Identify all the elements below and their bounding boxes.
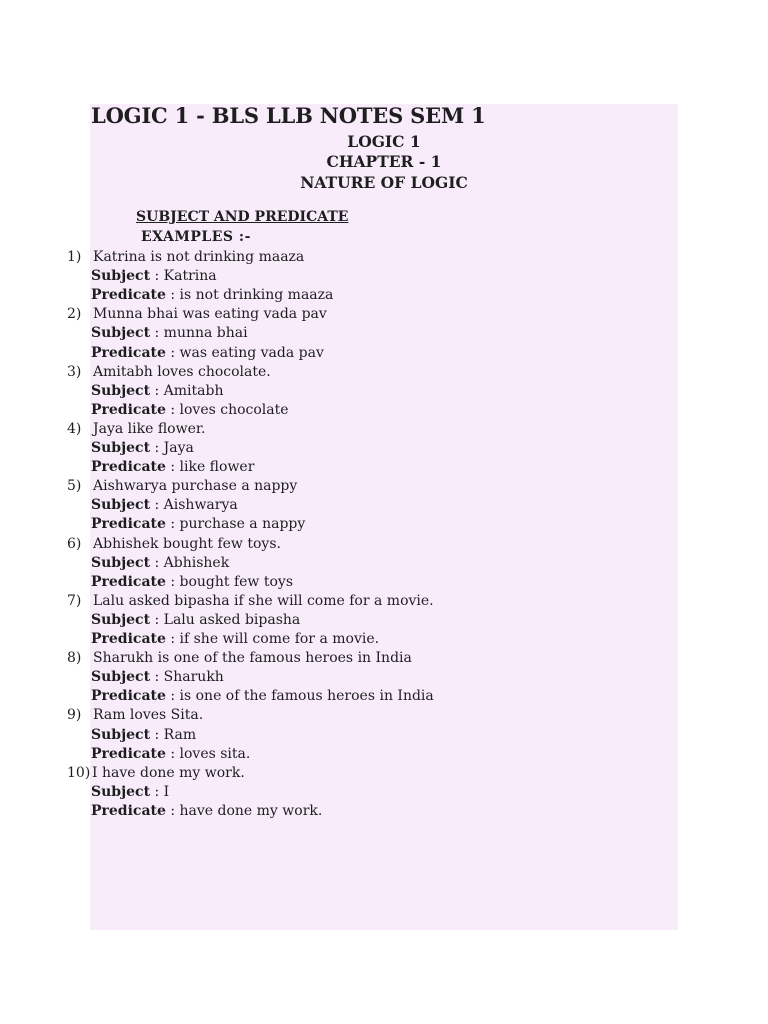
example-predicate xyxy=(91,458,254,477)
subject-value: : Katrina xyxy=(150,268,217,285)
example-sentence: I have done my work. xyxy=(92,764,245,781)
section-heading: SUBJECT AND PREDICATE xyxy=(136,209,349,225)
document-title: LOGIC 1 - BLS LLB NOTES SEM 1 xyxy=(91,103,486,128)
subject-label: Subject xyxy=(91,783,151,800)
example-predicate xyxy=(91,286,333,305)
example-sentence: Sharukh is one of the famous heroes in India xyxy=(93,650,412,667)
example-sentence: Aishwarya purchase a nappy xyxy=(93,478,298,495)
subject-label: Subject xyxy=(91,268,151,285)
subject-value: : Amitabh xyxy=(150,382,224,399)
example-sentence: Ram loves Sita. xyxy=(93,707,204,724)
example-subject xyxy=(91,382,223,401)
example-predicate xyxy=(91,630,379,649)
predicate-value: : purchase a nappy xyxy=(165,516,306,533)
example-subject xyxy=(91,668,224,687)
subject-label: Subject xyxy=(91,611,151,628)
predicate-label: Predicate xyxy=(91,802,166,819)
subject-value: : Abhishek xyxy=(150,554,230,571)
predicate-label: Predicate xyxy=(91,631,166,647)
examples-heading: EXAMPLES :- xyxy=(141,229,251,245)
example-subject xyxy=(91,554,229,573)
predicate-value: : is not drinking maaza xyxy=(165,287,334,304)
example-sentence: Lalu asked bipasha if she will come for a movie. xyxy=(93,592,434,609)
example-number: 6) xyxy=(67,535,82,552)
example-predicate xyxy=(91,802,322,821)
subject-label: Subject xyxy=(91,669,151,686)
predicate-label: Predicate xyxy=(91,516,166,533)
example-predicate xyxy=(91,573,293,592)
chapter-title: NATURE OF LOGIC xyxy=(300,173,468,192)
subject-value: : Lalu asked bipasha xyxy=(150,611,301,628)
predicate-value: : like flower xyxy=(165,459,255,476)
predicate-label: Predicate xyxy=(91,459,166,476)
predicate-label: Predicate xyxy=(91,573,166,590)
example-predicate xyxy=(91,344,324,363)
example-subject xyxy=(91,439,194,458)
predicate-label: Predicate xyxy=(91,401,166,418)
predicate-value: : if she will come for a movie. xyxy=(165,631,380,647)
predicate-label: Predicate xyxy=(91,344,166,361)
predicate-label: Predicate xyxy=(91,688,166,705)
example-number: 2) xyxy=(67,306,82,323)
example-sentence: Katrina is not drinking maaza xyxy=(93,249,305,265)
subject-value: : I xyxy=(150,783,170,800)
predicate-value: : loves chocolate xyxy=(165,401,289,418)
example-subject xyxy=(91,267,217,286)
subject-label: Subject xyxy=(91,325,151,342)
subject-value: : Aishwarya xyxy=(150,497,238,514)
example-sentence: Amitabh loves chocolate. xyxy=(93,363,271,380)
predicate-label: Predicate xyxy=(91,745,166,762)
subject-label: Subject xyxy=(91,440,151,456)
example-predicate xyxy=(91,401,289,420)
example-number: 4) xyxy=(67,420,82,437)
example-number: 9) xyxy=(67,707,82,724)
example-predicate xyxy=(91,687,434,706)
example-sentence: Munna bhai was eating vada pav xyxy=(93,306,327,323)
example-number: 8) xyxy=(67,650,82,667)
chapter-heading: CHAPTER - 1 xyxy=(326,152,442,171)
subject-value: : Sharukh xyxy=(150,669,224,686)
subject-label: Subject xyxy=(91,726,151,743)
subject-value: : Ram xyxy=(150,726,197,743)
example-number: 7) xyxy=(67,592,82,609)
example-subject xyxy=(91,324,248,343)
example-number: 3) xyxy=(67,363,82,380)
example-number: 5) xyxy=(67,478,82,495)
predicate-value: : is one of the famous heroes in India xyxy=(165,688,434,705)
predicate-value: : bought few toys xyxy=(165,573,294,590)
example-sentence: Jaya like flower. xyxy=(93,420,206,437)
example-subject xyxy=(91,783,169,802)
example-subject xyxy=(91,726,196,745)
subject-label: Subject xyxy=(91,554,151,571)
subject-label: Subject xyxy=(91,497,151,514)
example-number: 1) xyxy=(67,249,82,265)
subject-value: : Jaya xyxy=(150,440,194,456)
example-predicate xyxy=(91,745,250,764)
predicate-label: Predicate xyxy=(91,287,166,304)
example-subject xyxy=(91,496,238,515)
example-sentence: Abhishek bought few toys. xyxy=(93,535,281,552)
subject-label: Subject xyxy=(91,382,151,399)
predicate-value: : was eating vada pav xyxy=(165,344,324,361)
predicate-value: : loves sita. xyxy=(165,745,251,762)
subject-value: : munna bhai xyxy=(150,325,248,342)
subject-heading: LOGIC 1 xyxy=(347,132,421,151)
example-predicate xyxy=(91,515,305,534)
example-subject xyxy=(91,611,300,630)
example-number: 10) xyxy=(67,764,91,781)
predicate-value: : have done my work. xyxy=(165,802,323,819)
